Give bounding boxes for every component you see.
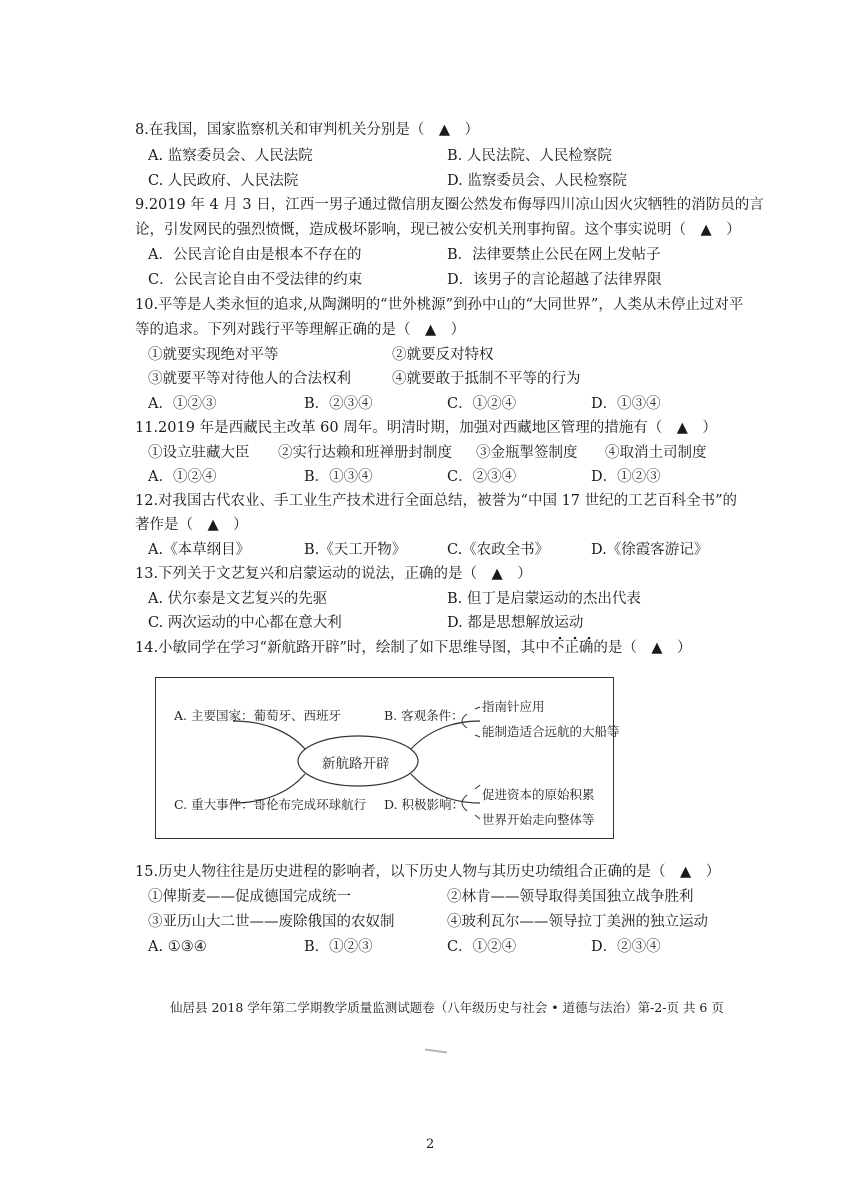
q13-option-c: C. 两次运动的中心都在意大利 — [148, 615, 342, 631]
question-11-stem: 11.2019 年是西藏民主改革 60 周年。明清时期，加强对西藏地区管理的措施有（ ▲ ） — [135, 420, 717, 436]
question-13-stem: 13.下列关于文艺复兴和启蒙运动的说法，正确的是（ ▲ ） — [135, 566, 532, 582]
q9-option-c: C．公民言论自由不受法律的约束 — [148, 272, 363, 288]
q11-option-b: B．①③④ — [304, 469, 373, 485]
page-footer: 仙居县 2018 学年第二学期教学质量监测试题卷（八年级历史与社会 • 道德与法治）第-2-页 共 6 页 — [170, 1000, 724, 1015]
q12-option-b: B.《天工开物》 — [304, 542, 407, 558]
q15-item-2: ②林肯——领导取得美国独立战争胜利 — [447, 889, 694, 905]
q12-option-d: D.《徐霞客游记》 — [591, 542, 709, 558]
q13-option-a: A. 伏尔泰是文艺复兴的先驱 — [148, 591, 328, 607]
q11-item-4: ④取消土司制度 — [605, 445, 707, 461]
mindmap-node-b: B. 客观条件： — [384, 708, 464, 723]
q15-option-c: C．①②④ — [447, 939, 517, 955]
question-14-stem: 14.小敏同学在学习“新航路开辟”时，绘制了如下思维导图，其中不正确的是（ ▲ ） — [135, 640, 692, 656]
scan-artifact — [425, 1048, 447, 1053]
q15-option-a: A. ①③④ — [148, 939, 207, 955]
q10-option-c: C．①②④ — [447, 396, 517, 412]
q8-option-c: C. 人民政府、人民法院 — [148, 173, 299, 189]
q11-item-2: ②实行达赖和班禅册封制度 — [278, 445, 452, 461]
q10-option-a: A．①②③ — [148, 396, 217, 412]
q11-item-3: ③金瓶掣签制度 — [476, 445, 578, 461]
q15-option-d: D．②③④ — [591, 939, 661, 955]
mindmap-center: 新航路开辟 — [322, 756, 390, 772]
q10-item-3: ③就要平等对待他人的合法权利 — [148, 371, 351, 387]
question-9-stem-line-2: 论，引发网民的强烈愤慨，造成极坏影响，现已被公安机关刑事拘留。这个事实说明（ ▲ ） — [135, 222, 741, 238]
q9-option-d: D．该男子的言论超越了法律界限 — [447, 272, 662, 288]
q8-option-d: D. 监察委员会、人民检察院 — [447, 173, 627, 189]
mindmap-node-b-item-2: 能制造适合远航的大船等 — [482, 724, 620, 739]
q11-option-c: C．②③④ — [447, 469, 517, 485]
q15-option-b: B．①②③ — [304, 939, 373, 955]
mindmap-node-d-item-2: 世界开始走向整体等 — [482, 812, 595, 827]
q10-item-2: ②就要反对特权 — [392, 347, 494, 363]
q8-option-a: A. 监察委员会、人民法院 — [148, 148, 313, 164]
question-12-stem-line-2: 著作是（ ▲ ） — [135, 517, 248, 533]
q8-option-b: B. 人民法院、人民检察院 — [447, 148, 612, 164]
q15-item-1: ①俾斯麦——促成德国完成统一 — [148, 889, 351, 905]
q11-item-1: ①设立驻藏大臣 — [148, 445, 250, 461]
question-10-stem-line-1: 10.平等是人类永恒的追求,从陶渊明的“世外桃源”到孙中山的“大同世界”，人类从未停止过对平 — [135, 297, 744, 313]
mindmap-node-d-item-1: 促进资本的原始积累 — [482, 787, 595, 802]
question-12-stem-line-1: 12.对我国古代农业、手工业生产技术进行全面总结，被誉为“中国 17 世纪的工艺百科全书”的 — [135, 493, 738, 509]
q10-item-1: ①就要实现绝对平等 — [148, 347, 279, 363]
q10-item-4: ④就要敢于抵制不平等的行为 — [392, 371, 581, 387]
page-number: 2 — [426, 1137, 435, 1152]
q13-option-b: B. 但丁是启蒙运动的杰出代表 — [447, 591, 641, 607]
mindmap-node-b-item-1: 指南针应用 — [482, 699, 545, 714]
question-15-stem: 15.历史人物往往是历史进程的影响者，以下历史人物与其历史功绩组合正确的是（ ▲ ） — [135, 864, 721, 880]
q11-option-a: A．①②④ — [148, 469, 217, 485]
q10-option-b: B．②③④ — [304, 396, 373, 412]
q15-item-3: ③亚历山大二世——废除俄国的农奴制 — [148, 914, 395, 930]
q11-option-d: D．①②③ — [591, 469, 661, 485]
question-9-stem-line-1: 9.2019 年 4 月 3 日，江西一男子通过微信朋友圈公然发布侮辱四川凉山因火灾牺牲的消防员的言 — [135, 197, 764, 213]
q9-option-b: B．法律要禁止公民在网上发帖子 — [447, 247, 661, 263]
q13-option-d: D. 都是思想解放运动 — [447, 615, 584, 631]
mindmap-node-c: C. 重大事件：哥伦布完成环球航行 — [174, 797, 367, 812]
mindmap-node-a: A. 主要国家：葡萄牙、西班牙 — [174, 708, 341, 723]
q9-option-a: A．公民言论自由是根本不存在的 — [148, 247, 362, 263]
question-10-stem-line-2: 等的追求。下列对践行平等理解正确的是（ ▲ ） — [135, 322, 466, 338]
emphasis-dots — [555, 634, 595, 644]
q15-item-4: ④玻利瓦尔——领导拉丁美洲的独立运动 — [447, 914, 708, 930]
mindmap-node-d: D. 积极影响： — [384, 797, 465, 812]
q12-option-a: A.《本草纲目》 — [148, 542, 251, 558]
q12-option-c: C.《农政全书》 — [447, 542, 550, 558]
q10-option-d: D．①③④ — [591, 396, 661, 412]
question-8-stem: 8.在我国，国家监察机关和审判机关分别是（ ▲ ） — [135, 122, 479, 138]
